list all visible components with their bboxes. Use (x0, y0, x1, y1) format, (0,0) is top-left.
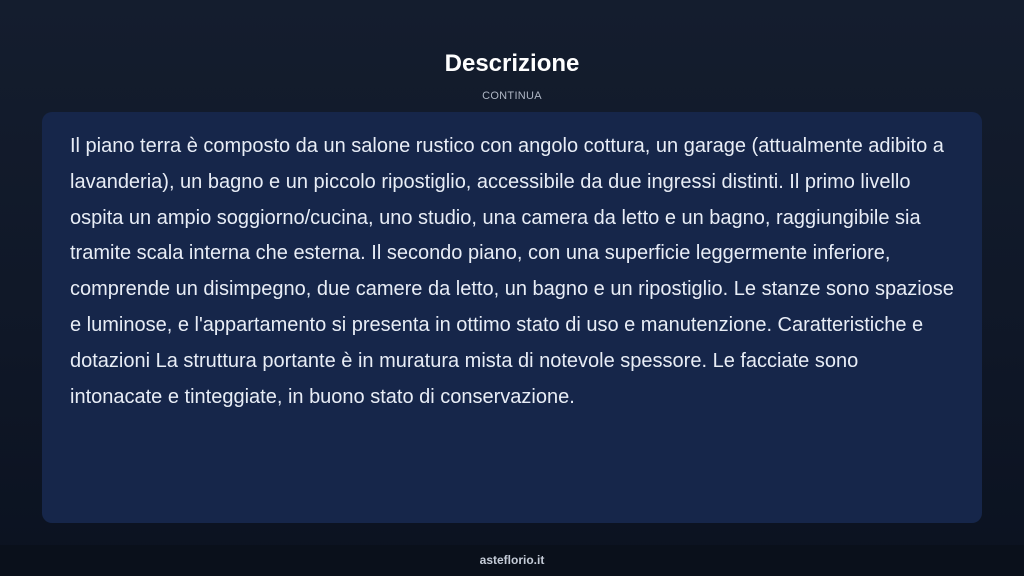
description-card (42, 112, 982, 523)
page-title: Descrizione (444, 50, 580, 77)
description-text: Il piano terra è composto da un salone rustico con angolo cottura, un garage (attualmente adibito a lavanderia), un bagno e un piccolo ripostiglio, accessibile da due ingressi distinti. Il primo livello ospita un ampio soggiorno/cucina, uno studio, una camera da letto e un bagno, raggiungibile sia tramite scala interna che esterna. Il secondo piano, con una superficie leggermente inferiore, comprende un disimpegno, due camere da letto, un bagno e un ripostiglio. Le stanze sono spaziose e luminose, e l'appartamento si presenta in ottimo stato di uso e manutenzione. Caratteristiche e dotazioni La struttura portante è in muratura mista di notevole spessore. Le facciate sono intonacate e tinteggiate, in buono stato di conservazione. (70, 135, 954, 408)
footer-site-link[interactable]: asteflorio.it (479, 553, 545, 567)
continue-label: CONTINUA (482, 90, 542, 102)
